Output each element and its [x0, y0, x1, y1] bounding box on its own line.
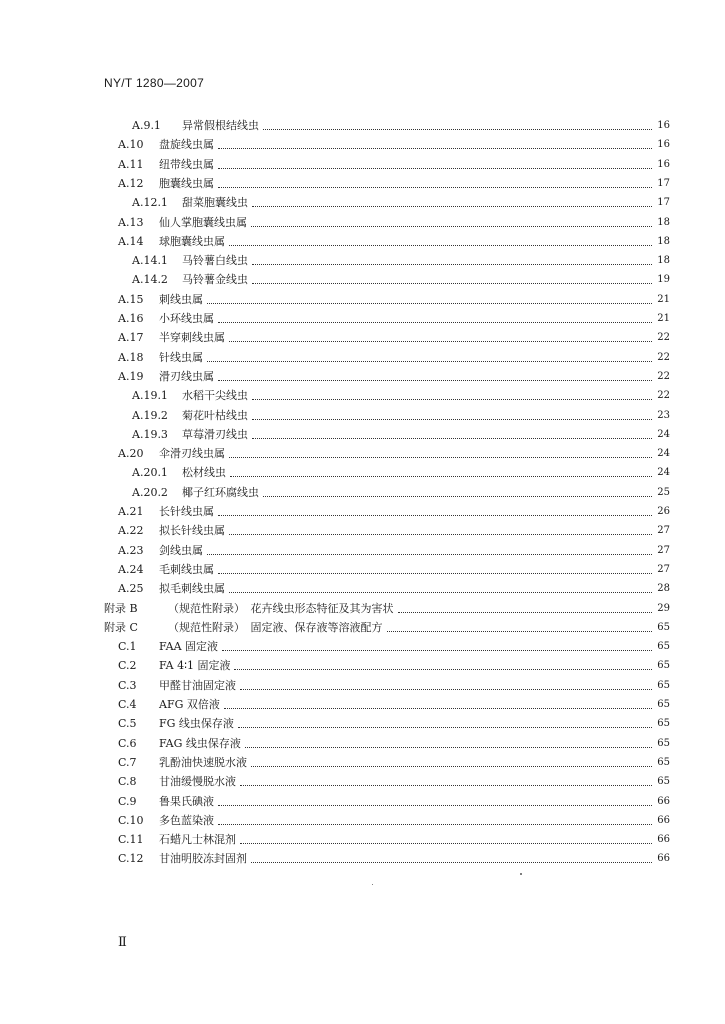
toc-leader-dots: [251, 765, 652, 767]
toc-entry-number: A.16: [118, 312, 144, 325]
toc-leader-dots: [240, 784, 652, 786]
toc-entry-number: C.9: [118, 794, 137, 808]
toc-entry-page: 18: [657, 235, 670, 247]
toc-entry-page: 65: [657, 737, 670, 749]
toc-entry: [118, 229, 670, 249]
toc-entry-title: FAA 固定液: [159, 640, 219, 654]
toc-entry-title: 菊花叶枯线虫: [182, 408, 248, 422]
toc-entry-page: 22: [657, 332, 670, 344]
toc-entry-number: A.19.2: [132, 408, 168, 422]
toc-entry: [118, 325, 670, 345]
toc-entry: [118, 171, 670, 191]
toc-entry: [118, 538, 670, 558]
toc-entry-title: 刺线虫属: [159, 292, 203, 306]
toc-entry: [104, 596, 670, 616]
toc-entry-title: 甘油缓慢脱水液: [159, 775, 236, 789]
toc-leader-dots: [252, 282, 652, 284]
toc-leader-dots: [218, 572, 652, 574]
toc-entry-number: A.13: [118, 215, 144, 229]
toc-entry-page: 23: [657, 409, 670, 421]
toc-entry: [132, 267, 670, 287]
toc-entry-title: FAG 线虫保存液: [159, 736, 241, 750]
toc-entry-title: 乳酚油快速脱水液: [159, 755, 247, 769]
toc-entry-title: 水稻干尖线虫: [182, 389, 248, 403]
toc-entry-page: 65: [657, 641, 670, 653]
toc-entry-title: 伞滑刃线虫属: [159, 447, 225, 461]
toc-leader-dots: [229, 456, 652, 458]
toc-leader-dots: [251, 861, 652, 863]
toc-entry-number: A.20: [118, 447, 144, 461]
toc-leader-dots: [252, 205, 652, 207]
toc-entry-number: A.21: [118, 505, 144, 518]
toc-entry-page: 22: [657, 390, 670, 402]
toc-entry: [118, 345, 670, 365]
toc-leader-dots: [207, 360, 652, 362]
toc-entry-number: A.20.2: [132, 485, 168, 499]
toc-leader-dots: [263, 128, 652, 130]
toc-entry-number: C.10: [118, 813, 144, 827]
toc-entry: [118, 210, 670, 230]
toc-entry-title: 球胞囊线虫属: [159, 234, 225, 248]
toc-entry-number: A.25: [118, 582, 144, 596]
toc-entry-page: 65: [657, 699, 670, 710]
toc-entry-title: 拟长针线虫属: [159, 524, 225, 538]
toc-leader-dots: [230, 475, 652, 477]
toc-entry-number: A.24: [118, 562, 144, 576]
toc-entry-page: 65: [657, 621, 670, 633]
toc-entry-title: 多色蓝染液: [159, 813, 214, 827]
toc-leader-dots: [218, 379, 652, 381]
toc-entry-number: C.4: [118, 698, 137, 711]
toc-entry-number: C.5: [118, 717, 137, 731]
toc-entry-page: 27: [657, 563, 670, 575]
toc-entry-title: 纽带线虫属: [159, 157, 214, 171]
toc-leader-dots: [263, 495, 652, 497]
toc-leader-dots: [218, 186, 652, 188]
toc-entry-title: 异常假根结线虫: [182, 119, 259, 132]
toc-entry-title: 马铃薯白线虫: [182, 254, 248, 268]
toc-leader-dots: [238, 726, 652, 728]
toc-entry: [132, 190, 670, 210]
toc-entry: [118, 152, 670, 172]
toc-entry-title: 马铃薯金线虫: [182, 273, 248, 287]
toc-leader-dots: [218, 147, 652, 149]
toc-entry-number: A.20.1: [132, 466, 168, 480]
toc-entry-title: 草莓滑刃线虫: [182, 427, 248, 441]
toc-entry-number: 附录 C: [104, 620, 138, 634]
toc-entry-number: A.14.1: [132, 254, 168, 268]
toc-entry-title: 滑刃线虫属: [159, 369, 214, 383]
toc-entry-page: 24: [657, 467, 670, 479]
toc-entry: [118, 827, 670, 847]
toc-leader-dots: [398, 611, 653, 613]
toc-entry-page: 25: [657, 486, 670, 498]
toc-entry-number: C.8: [118, 775, 137, 789]
toc-leader-dots: [229, 591, 652, 593]
toc-entry-page: 27: [657, 525, 670, 537]
toc-leader-dots: [240, 688, 652, 690]
toc-entry: [132, 403, 670, 423]
toc-entry: [118, 364, 670, 384]
toc-leader-dots: [207, 302, 652, 304]
toc-leader-dots: [229, 533, 652, 535]
toc-entry-number: A.17: [118, 331, 144, 345]
toc-entry-number: 附录 B: [104, 601, 138, 615]
toc-entry-page: 66: [657, 814, 670, 826]
toc-entry-page: 17: [657, 197, 670, 209]
toc-entry-title: 甜菜胞囊线虫: [182, 196, 248, 210]
toc-entry-number: C.1: [118, 640, 137, 654]
toc-entry-page: 16: [657, 158, 670, 170]
toc-leader-dots: [234, 668, 652, 670]
toc-entry-number: A.11: [118, 157, 144, 171]
toc-entry-title: 胞囊线虫属: [159, 176, 214, 190]
toc-leader-dots: [252, 437, 652, 439]
toc-leader-dots: [207, 553, 652, 555]
toc-entry-title: 毛刺线虫属: [159, 562, 214, 576]
toc-leader-dots: [252, 398, 652, 400]
toc-entry-number: C.11: [118, 833, 144, 847]
toc-entry-title: 鲁果氏碘液: [159, 794, 214, 808]
toc-entry-page: 65: [657, 756, 670, 768]
toc-entry: [118, 557, 670, 577]
toc-entry-page: 65: [657, 660, 670, 672]
toc-entry: [118, 769, 670, 789]
toc-entry: [118, 634, 670, 654]
toc-entry-page: 16: [657, 120, 670, 131]
toc-entry-title: （规范性附录） 固定液、保存液等溶液配方: [168, 620, 383, 634]
toc-entry-page: 22: [657, 370, 670, 382]
toc-entry-title: 椰子红环腐线虫: [182, 485, 259, 499]
toc-entry-page: 24: [657, 448, 670, 460]
toc-leader-dots: [222, 649, 652, 651]
toc-entry-title: FG 线虫保存液: [159, 717, 234, 731]
toc-entry: [118, 287, 670, 307]
toc-entry-number: A.9.1: [132, 119, 161, 132]
toc-entry-page: 17: [657, 177, 670, 189]
toc-entry-title: AFG 双倍液: [159, 698, 220, 711]
toc-entry-page: 21: [657, 313, 670, 324]
toc-entry: [132, 248, 670, 268]
toc-entry: [132, 113, 670, 133]
toc-entry-number: C.12: [118, 852, 144, 866]
toc-leader-dots: [252, 263, 652, 265]
toc-leader-dots: [240, 842, 652, 844]
toc-entry-title: 甲醛甘油固定液: [159, 678, 236, 692]
toc-entry: [132, 383, 670, 403]
standard-code-header: NY/T 1280—2007: [104, 76, 205, 90]
toc-entry-number: A.14: [118, 234, 144, 248]
toc-entry-page: 18: [657, 255, 670, 267]
toc-entry: [132, 480, 670, 500]
toc-leader-dots: [224, 707, 652, 709]
toc-entry-number: A.19.3: [132, 427, 168, 441]
toc-entry-title: 甘油明胶冻封固剂: [159, 852, 247, 866]
toc-entry: [118, 499, 670, 519]
page-number: Ⅱ: [118, 935, 127, 950]
toc-leader-dots: [251, 225, 652, 227]
toc-entry-number: A.12: [118, 176, 144, 190]
toc-entry-title: FA 4∶1 固定液: [159, 659, 231, 673]
toc-entry: [118, 789, 670, 809]
toc-entry: [132, 460, 670, 480]
toc-entry: [118, 750, 670, 770]
toc-entry-title: 松材线虫: [182, 466, 226, 480]
toc-entry-page: 65: [657, 718, 670, 730]
toc-entry-number: A.18: [118, 350, 144, 364]
toc-leader-dots: [218, 321, 652, 323]
toc-entry-page: 66: [657, 795, 670, 807]
toc-entry-title: 剑线虫属: [159, 543, 203, 557]
toc-entry: [118, 808, 670, 828]
toc-leader-dots: [229, 340, 652, 342]
toc-entry-number: A.15: [118, 292, 144, 306]
toc-entry-title: 小环线虫属: [159, 312, 214, 325]
toc-entry-title: 盘旋线虫属: [159, 138, 214, 152]
toc-entry-page: 65: [657, 776, 670, 788]
toc-entry-page: 29: [657, 602, 670, 614]
toc-entry-page: 66: [657, 834, 670, 846]
toc-entry-title: 石蜡凡士林混剂: [159, 833, 236, 847]
toc-entry: [118, 846, 670, 866]
toc-entry-page: 24: [657, 428, 670, 440]
toc-entry-title: 针线虫属: [159, 350, 203, 364]
toc-entry-page: 28: [657, 583, 670, 595]
toc-leader-dots: [229, 244, 652, 246]
toc-entry-page: 18: [657, 216, 670, 228]
toc-entry: [104, 615, 670, 635]
toc-entry-title: 拟毛刺线虫属: [159, 582, 225, 596]
toc-leader-dots: [218, 514, 652, 516]
toc-entry-page: 27: [657, 544, 670, 556]
toc-entry-number: A.19.1: [132, 389, 168, 403]
toc-entry: [118, 132, 670, 152]
scan-speck: [520, 873, 522, 875]
toc-leader-dots: [218, 167, 652, 169]
toc-entry-page: 65: [657, 679, 670, 691]
toc-entry-number: A.14.2: [132, 273, 168, 287]
toc-entry-title: 仙人掌胞囊线虫属: [159, 215, 247, 229]
toc-entry-number: C.7: [118, 755, 137, 769]
toc-entry-number: C.6: [118, 736, 137, 750]
toc-leader-dots: [387, 630, 653, 632]
toc-entry: [118, 518, 670, 538]
toc-entry: [132, 422, 670, 442]
toc-entry-number: C.2: [118, 659, 137, 673]
toc-entry-page: 26: [657, 506, 670, 517]
toc-entry-number: A.10: [118, 138, 144, 152]
toc-leader-dots: [218, 804, 652, 806]
toc-entry-number: A.22: [118, 524, 144, 538]
toc-entry-page: 22: [657, 351, 670, 363]
toc-entry: [118, 653, 670, 673]
toc-entry-page: 19: [657, 274, 670, 286]
toc-entry-number: A.19: [118, 369, 144, 383]
toc-entry-number: C.3: [118, 678, 137, 692]
toc-entry-page: 21: [657, 293, 670, 305]
toc-entry-page: 66: [657, 853, 670, 865]
toc-entry: [118, 692, 670, 712]
scan-speck: [372, 884, 373, 885]
toc-entry: [118, 306, 670, 326]
toc-entry-number: A.12.1: [132, 196, 168, 210]
toc-leader-dots: [245, 746, 652, 748]
toc-leader-dots: [218, 823, 652, 825]
toc-entry-title: （规范性附录） 花卉线虫形态特征及其为害状: [168, 601, 394, 615]
toc-entry-page: 16: [657, 139, 670, 151]
toc-entry: [118, 576, 670, 596]
toc-entry: [118, 711, 670, 731]
toc-entry-title: 长针线虫属: [159, 505, 214, 518]
toc-leader-dots: [252, 418, 652, 420]
toc-entry: [118, 441, 670, 461]
toc-entry: [118, 673, 670, 693]
toc-entry: [118, 731, 670, 751]
toc-entry-title: 半穿刺线虫属: [159, 331, 225, 345]
toc-entry-number: A.23: [118, 543, 144, 557]
